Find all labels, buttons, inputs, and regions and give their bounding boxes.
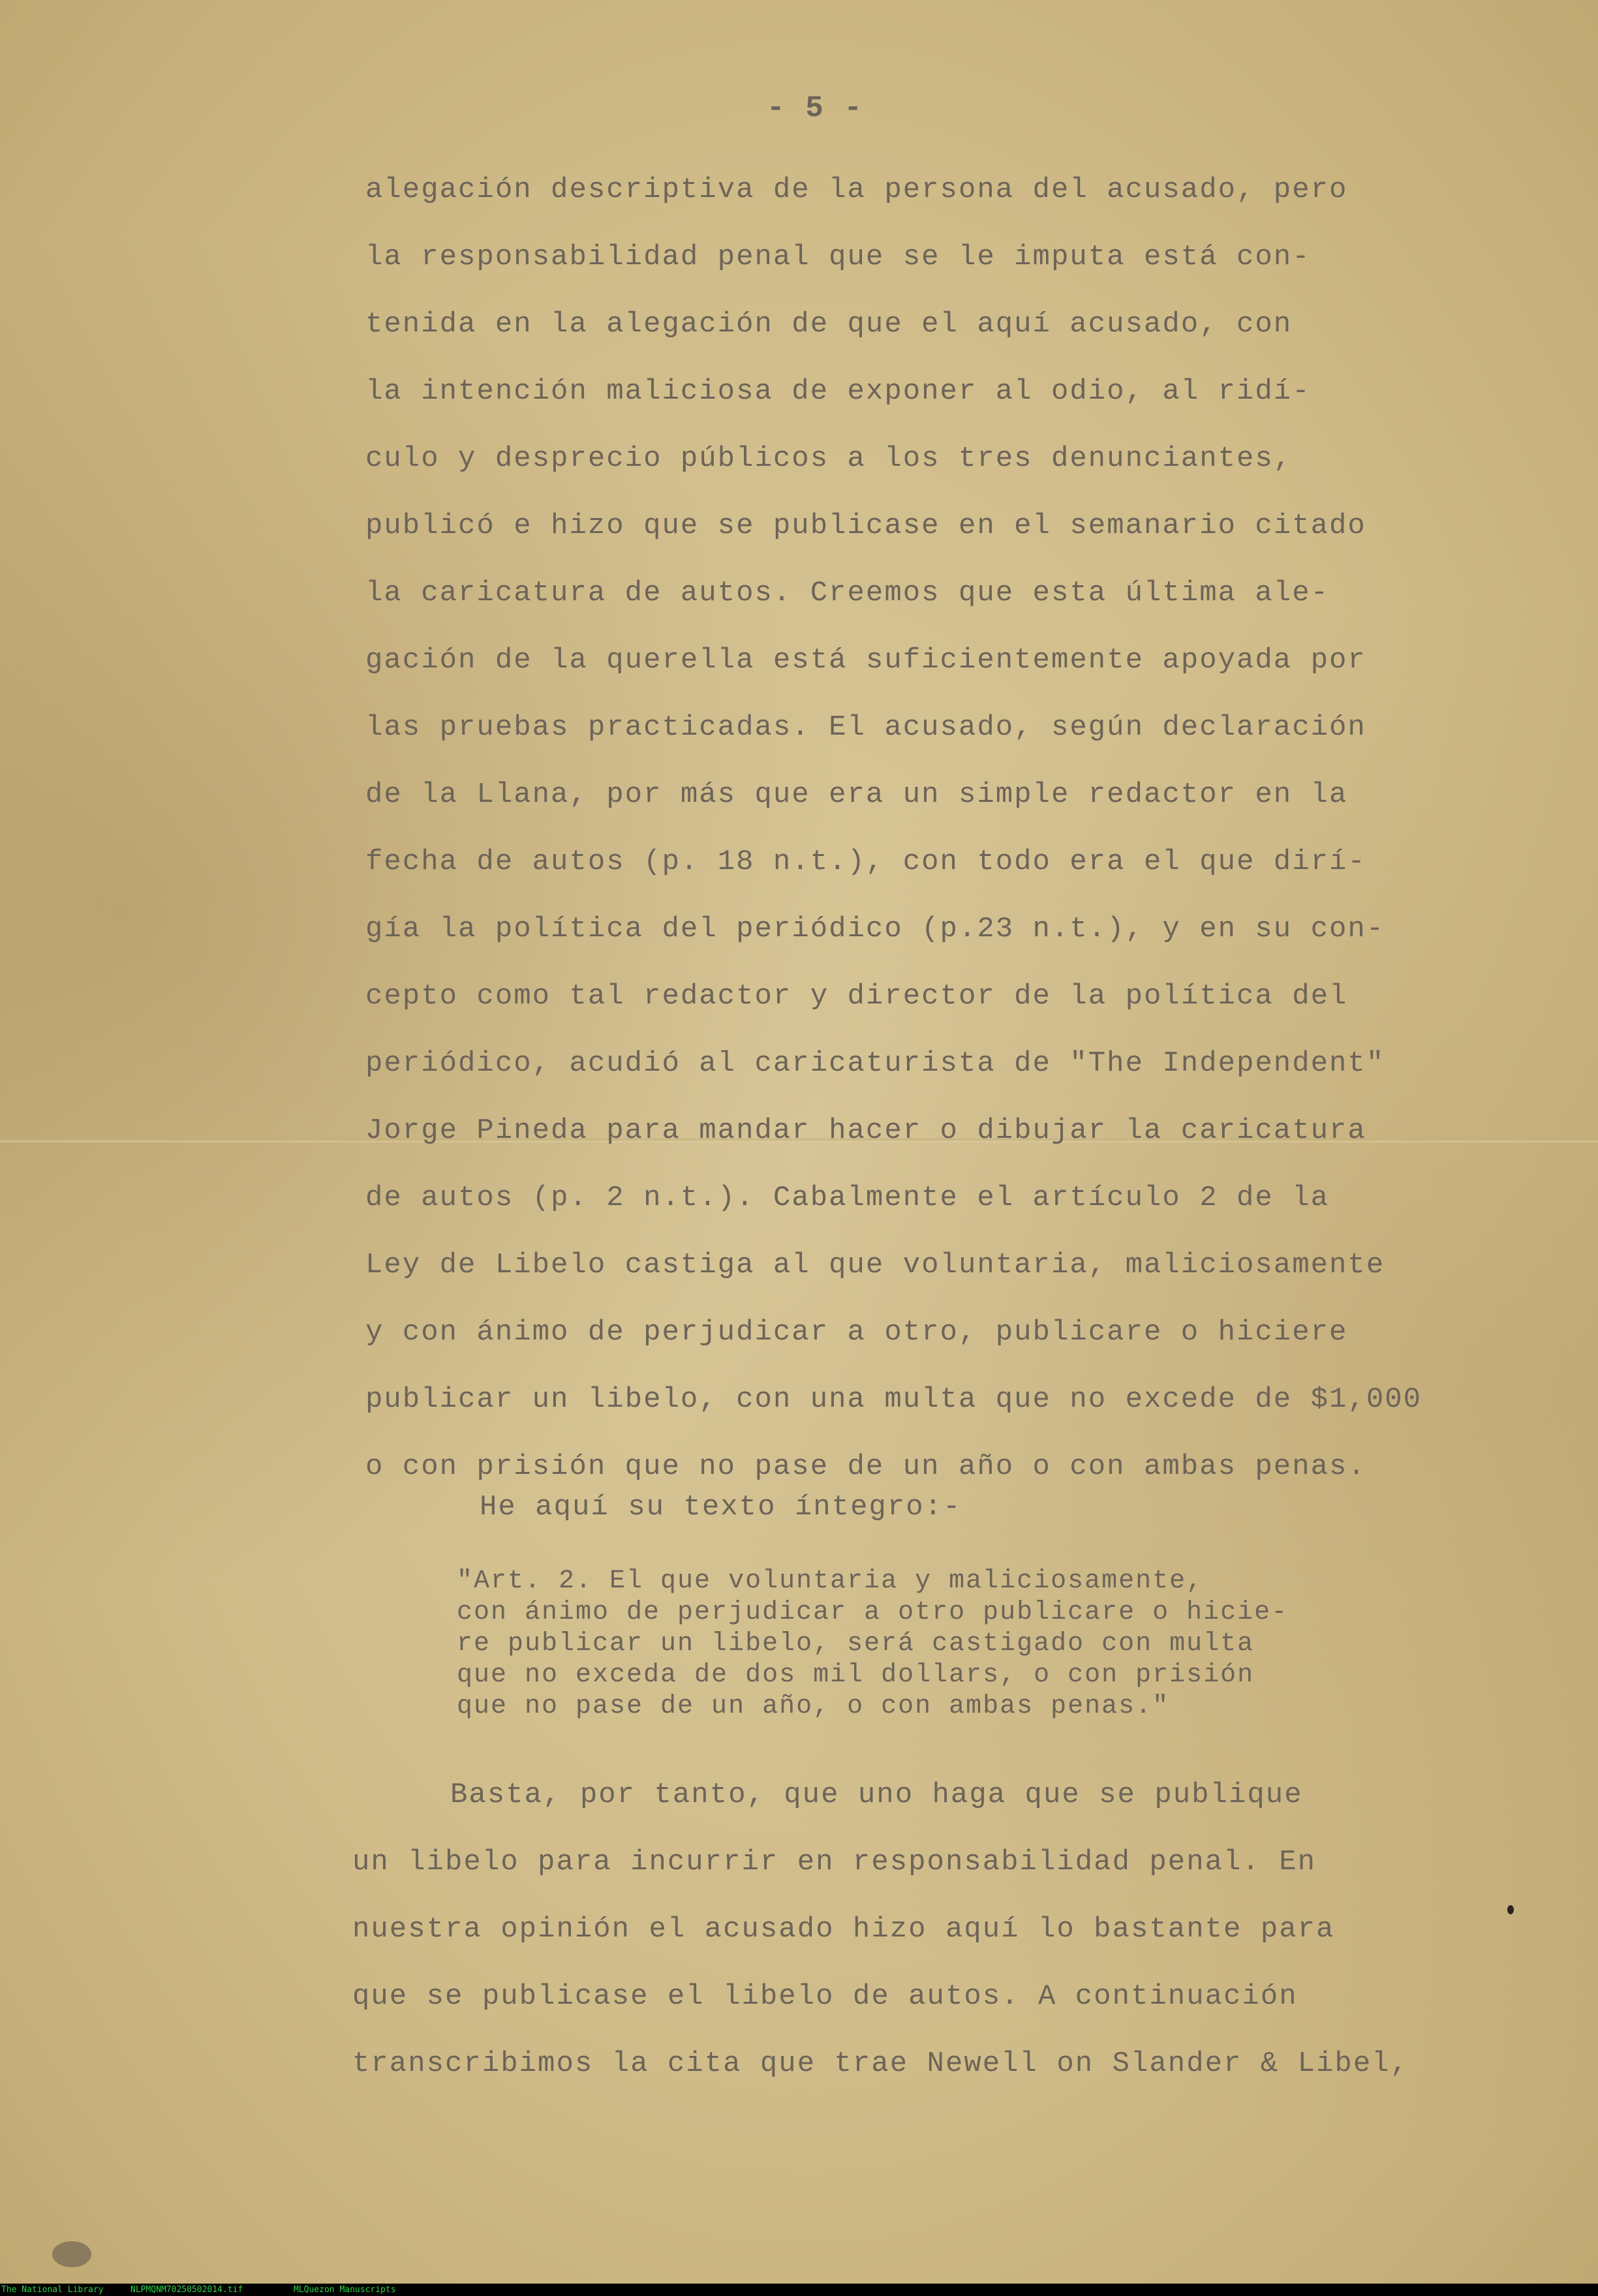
text-line: la caricatura de autos. Creemos que esta última ale- (365, 577, 1330, 609)
text-line: tenida en la alegación de que el aquí acusado, con (365, 308, 1293, 341)
text-line: Basta, por tanto, que uno haga que se publique (450, 1779, 1303, 1811)
paragraph-1 (365, 157, 1422, 1501)
text-line: Ley de Libelo castiga al que voluntaria, maliciosamente (365, 1249, 1385, 1281)
page-number: - 5 - (767, 91, 864, 125)
text-line: publicar un libelo, con una multa que no excede de $1,000 (365, 1383, 1422, 1416)
text-line: nuestra opinión el acusado hizo aquí lo bastante para (352, 1913, 1335, 1946)
text-line: de autos (p. 2 n.t.). Cabalmente el artículo 2 de la (365, 1182, 1330, 1214)
text-line: cepto como tal redactor y director de la política del (365, 980, 1348, 1013)
quote-line: que no exceda de dos mil dollars, o con prisión (457, 1661, 1255, 1690)
footer-collection: MLQuezon Manuscripts (294, 2285, 396, 2295)
text-line: fecha de autos (p. 18 n.t.), con todo era el que dirí- (365, 846, 1366, 878)
text-line: las pruebas practicadas. El acusado, según declaración (365, 711, 1366, 744)
quote-line: "Art. 2. El que voluntaria y maliciosamente, (457, 1567, 1204, 1596)
quote-line: con ánimo de perjudicar a otro publicare o hicie- (457, 1598, 1289, 1627)
text-line: la responsabilidad penal que se le imputa está con- (365, 241, 1311, 273)
ink-spot (1507, 1905, 1514, 1914)
text-line: alegación descriptiva de la persona del acusado, pero (365, 174, 1348, 206)
text-line: culo y desprecio públicos a los tres denunciantes, (365, 442, 1293, 475)
text-line: o con prisión que no pase de un año o con ambas penas. (365, 1450, 1366, 1483)
text-line: gía la política del periódico (p.23 n.t.), y en su con- (365, 913, 1385, 945)
quoted-article (457, 1566, 1288, 1722)
paragraph-2 (352, 1762, 1409, 2098)
footer-filename: NLPMQNM70250502014.tif (131, 2285, 243, 2295)
text-line: la intención maliciosa de exponer al odio, al ridí- (365, 375, 1311, 408)
text-line: que se publicase el libelo de autos. A continuación (352, 1980, 1298, 2013)
text-line: publicó e hizo que se publicase en el semanario citado (365, 510, 1366, 542)
footer-library: The National Library (1, 2285, 104, 2295)
text-line: gación de la querella está suficientemente apoyada por (365, 644, 1366, 677)
text-line: y con ánimo de perjudicar a otro, publicare o hiciere (365, 1316, 1348, 1349)
quote-intro: He aquí su texto íntegro:- (480, 1491, 962, 1523)
text-line: de la Llana, por más que era un simple redactor en la (365, 778, 1348, 811)
archive-footer (0, 2284, 1598, 2296)
quote-line: re publicar un libelo, será castigado con multa (457, 1629, 1255, 1659)
quote-line: que no pase de un año, o con ambas penas." (457, 1692, 1170, 1721)
text-line: periódico, acudió al caricaturista de "The Independent" (365, 1047, 1385, 1080)
text-line: transcribimos la cita que trae Newell on Slander & Libel, (352, 2047, 1409, 2080)
text-line: un libelo para incurrir en responsabilidad penal. En (352, 1846, 1317, 1878)
text-line: Jorge Pineda para mandar hacer o dibujar la caricatura (365, 1114, 1366, 1147)
paper-damage (52, 2241, 91, 2267)
